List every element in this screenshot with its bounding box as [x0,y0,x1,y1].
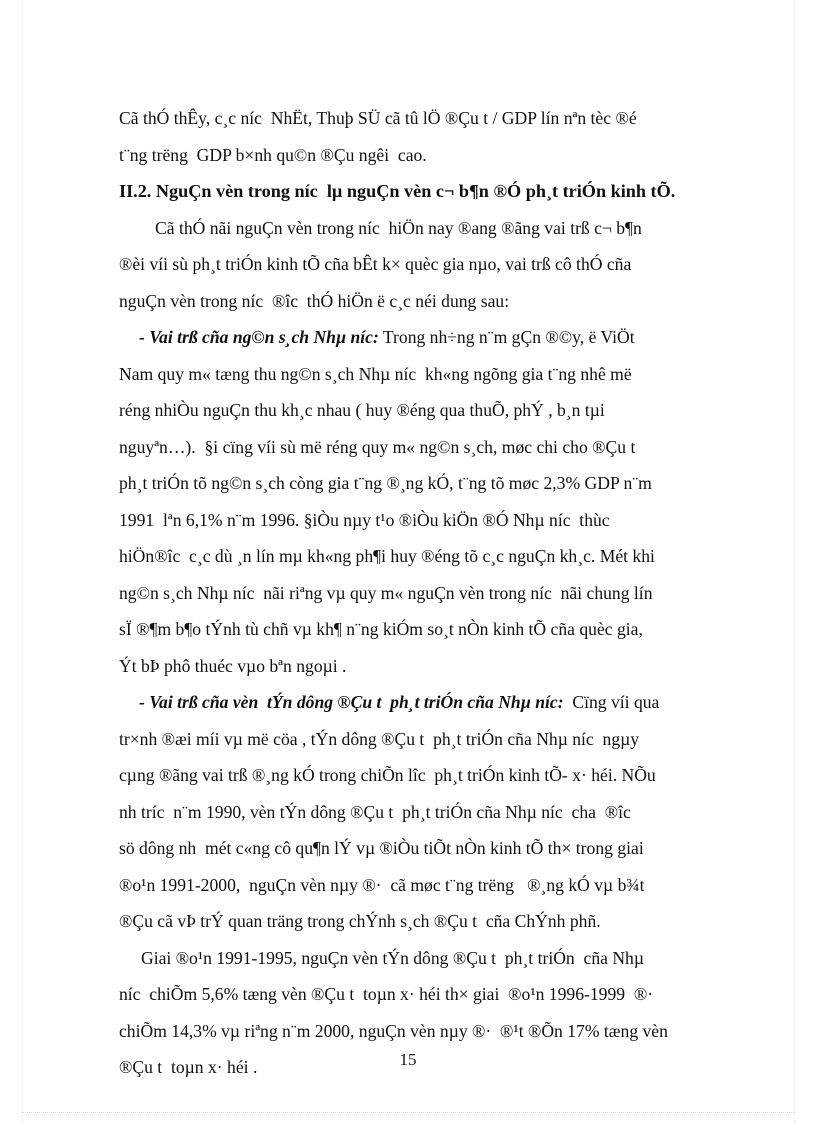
para2-line: nguÇn vèn trong níc ®îc thÓ hiÖn ë c¸c néi dung sau: [119,290,510,311]
para3-line: níc chiÕm 5,6% tæng vèn ®Çu t toµn x· héi th× giai ®o¹n 1996-1999 ®· [119,984,654,1004]
section1-line: réng nhiÒu nguÇn thu kh¸c nhau ( huy ®éng qua thuÕ, phÝ , b¸n tµi [119,400,605,420]
para3-line: Giai ®o¹n 1991-1995, nguÇn vèn tÝn dông ®Çu t ph¸t triÓn cña Nhµ [141,947,644,968]
left-margin-guide [22,0,23,1123]
section1-line: 1991 lªn 6,1% n¨m 1996. §iÒu nµy t¹o ®iÒu kiÖn ®Ó Nhµ níc thùc [119,509,610,530]
para3-line: chiÕm 14,3% vµ riªng n¨m 2000, nguÇn vèn nµy ®· ®¹t ®Õn 17% tæng vèn [119,1020,668,1041]
body-text [119,100,699,1086]
section1-line: Nam quy m« tæng thu ng©n s¸ch Nhµ níc kh«ng ngõng gia t¨ng nhê më [119,363,632,384]
para1-line: Cã thÓ thÊy, c¸c níc NhËt, Thuþ SÜ cã tû lÖ ®Çu t / GDP lín nªn tèc ®é [119,108,637,128]
section1-line: ng©n s¸ch Nhµ níc nãi riªng vµ quy m« nguÇn vèn trong níc nãi chung lín [119,582,653,603]
para1-line: t¨ng trëng GDP b×nh qu©n ®Çu ngêi cao. [119,144,427,165]
section2-line: cµng ®ãng vai trß ®¸ng kÓ trong chiÕn lîc ph¸t triÓn kinh tÕ- x· héi. NÕu [119,765,656,785]
section1-line: nguyªn…). §i cïng víi sù më réng quy m« ng©n s¸ch, møc chi cho ®Çu t [119,436,636,457]
section2-line: sö dông nh mét c«ng cô qu¶n lÝ vµ ®iÒu tiÕt nÒn kinh tÕ th× trong giai [119,838,644,858]
section1-line: ph¸t triÓn tõ ng©n s¸ch còng gia t¨ng ®¸ng kÓ, t¨ng tõ møc 2,3% GDP n¨m [119,473,652,493]
para3-line: ®Çu t toµn x· héi . [119,1057,258,1077]
section2-line: nh tríc n¨m 1990, vèn tÝn dông ®Çu t ph¸t triÓn cña Nhµ níc cha ®îc [119,801,631,822]
right-margin-guide [794,0,795,1123]
section1-line: hiÖn®îc c¸c dù ¸n lín mµ kh«ng ph¶i huy ®éng tõ c¸c nguÇn kh¸c. Mét khi [119,546,655,566]
section1-line: sÏ ®¶m b¶o tÝnh tù chñ vµ kh¶ n¨ng kiÓm so¸t nÒn kinh tÕ cña quèc gia, [119,619,643,639]
section1-lead: - Vai trß cña ng©n s¸ch Nhµ níc: [139,327,379,347]
section2-lead: - Vai trß cña vèn tÝn dông ®Çu t ph¸t triÓn cña Nhµ níc: [139,692,564,712]
section2-first-line [119,684,699,721]
section2-first-rest: Cïng víi qua [563,692,660,712]
para2-line: Cã thÓ nãi nguÇn vèn trong níc hiÖn nay ®ang ®ãng vai trß c¬ b¶n [155,217,642,238]
section2-line: tr×nh ®æi míi vµ më cöa , tÝn dông ®Çu t ph¸t triÓn cña Nhµ níc ngµy [119,728,640,749]
section1-line: Ýt bÞ phô thuéc vµo bªn ngoµi . [119,655,347,676]
section1-first-rest: Trong nh÷ng n¨m gÇn ®©y, ë ViÖt [378,327,635,347]
section-heading: II.2. NguÇn vèn trong níc lµ nguÇn vèn c¬ b¶n ®Ó ph¸t triÓn kinh tÕ. [119,181,676,201]
section2-line: ®o¹n 1991-2000, nguÇn vèn nµy ®· cã møc t¨ng trëng ®¸ng kÓ vµ b¾t [119,874,645,895]
section1-first-line [119,319,699,356]
para2-line: ®èi víi sù ph¸t triÓn kinh tÕ cña bÊt k× quèc gia nµo, vai trß cô thÓ cña [119,254,632,274]
bottom-margin-guide [22,1112,794,1113]
page-number: 15 [399,1050,417,1069]
section2-line: ®Çu cã vÞ trÝ quan träng trong chÝnh s¸ch ®Çu t cña ChÝnh phñ. [119,911,601,931]
